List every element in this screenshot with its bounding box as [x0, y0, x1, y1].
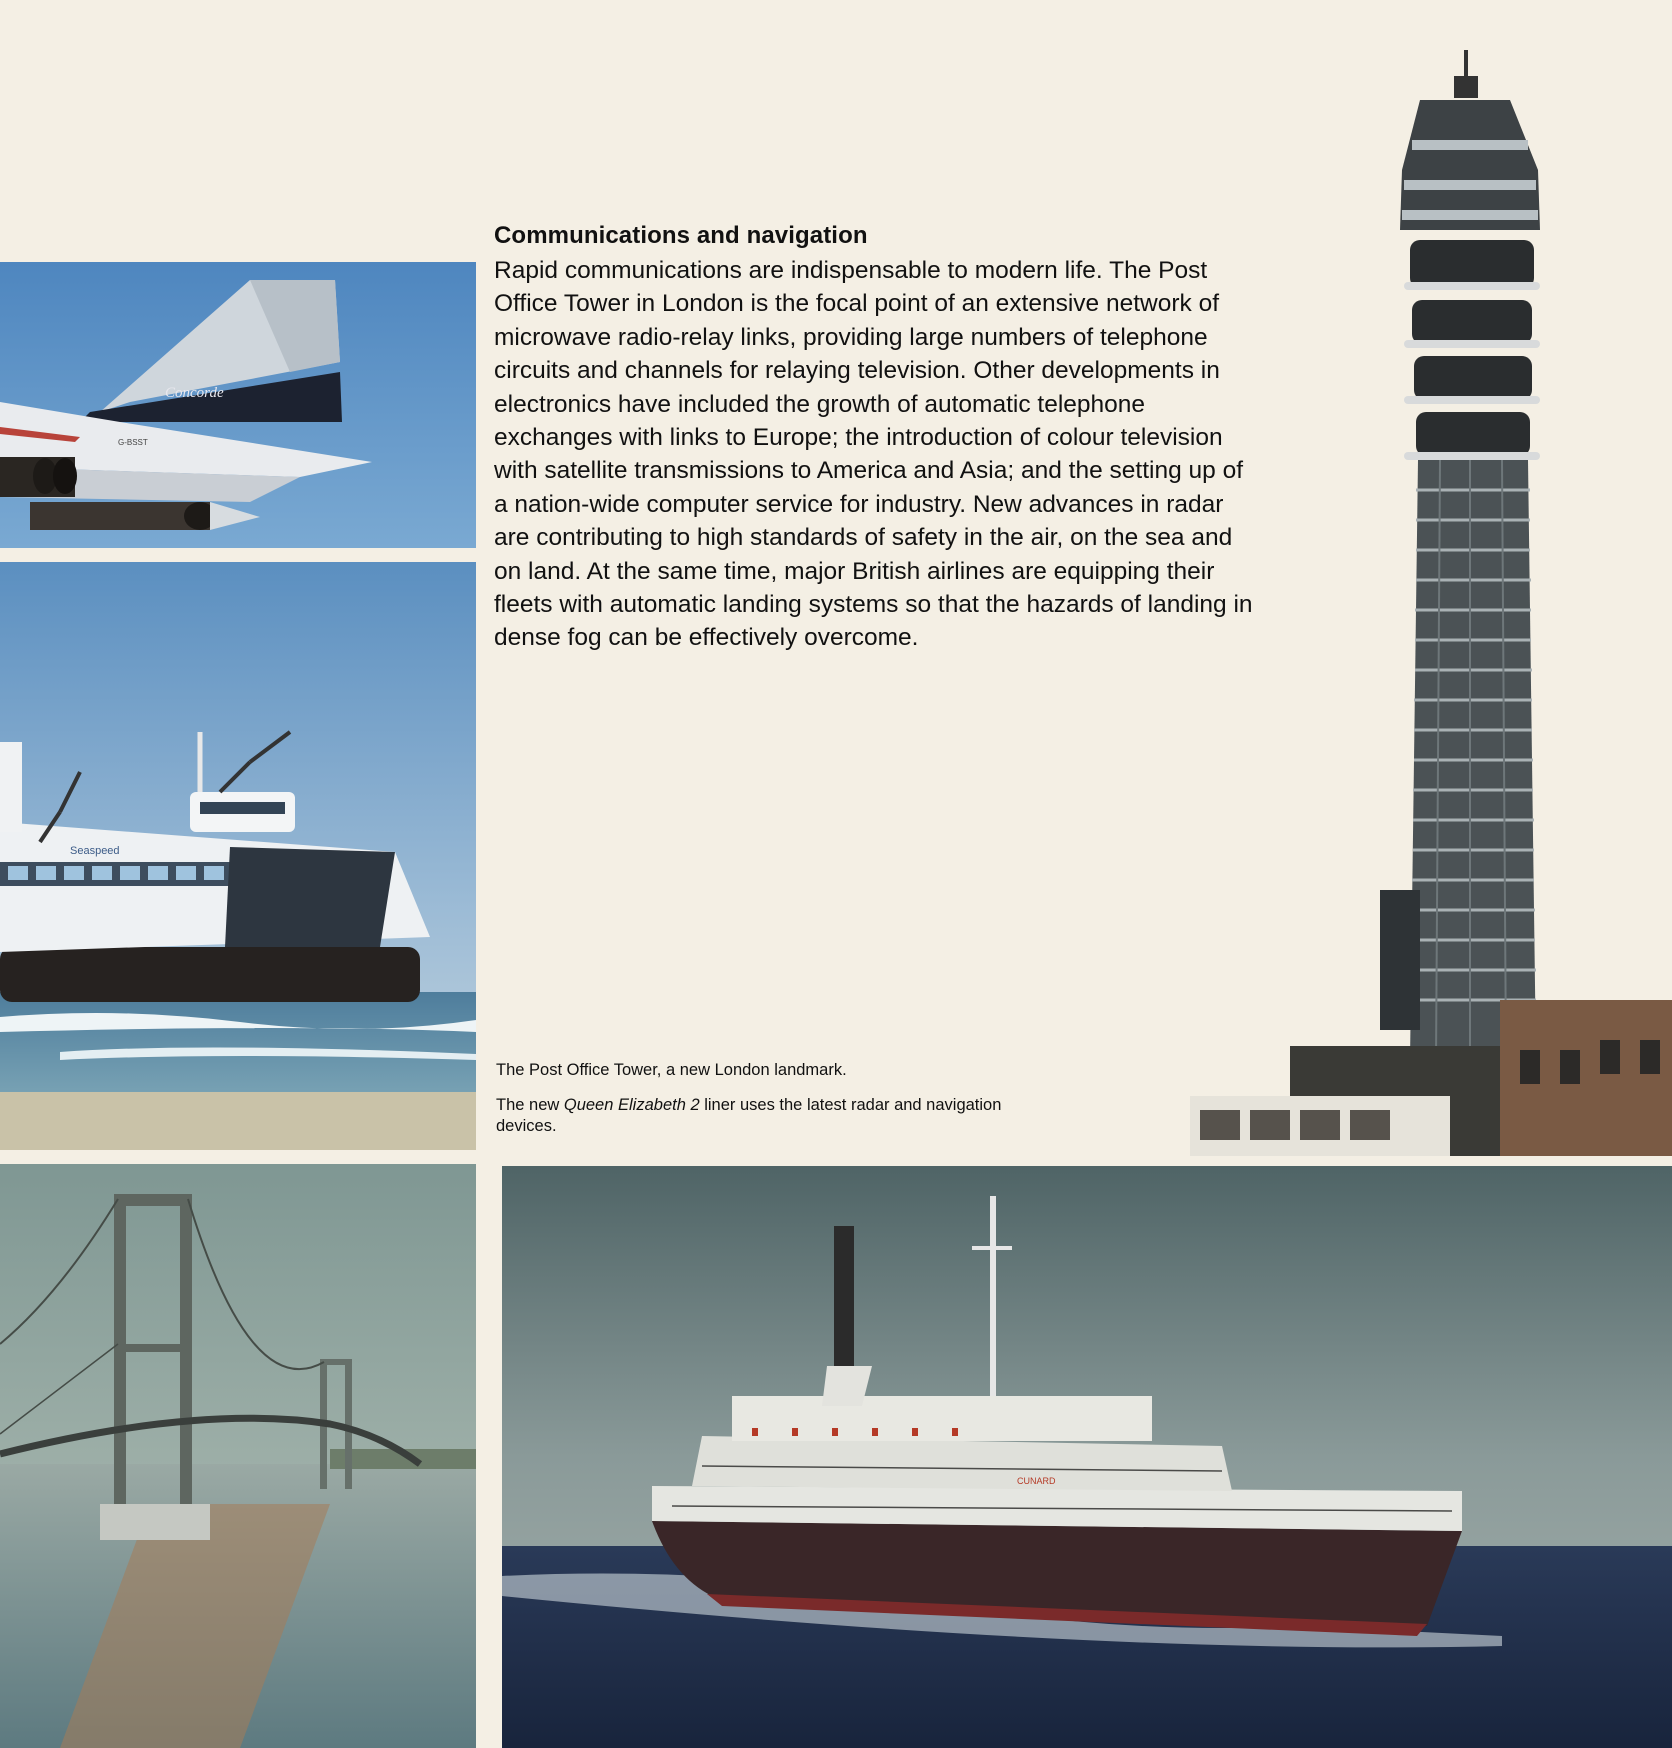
article	[494, 222, 1254, 655]
hovercraft-livery-text: Seaspeed	[70, 845, 120, 857]
hovercraft-photo	[0, 562, 476, 1150]
queen-elizabeth-2-photo	[502, 1166, 1672, 1748]
caption-tower: The Post Office Tower, a new London landmark.	[496, 1061, 847, 1079]
concorde-tail-text: Concorde	[165, 385, 224, 401]
caption-liner-suffix: liner uses the latest radar and navigation devices.	[496, 1096, 1002, 1135]
post-office-tower-photo	[1190, 50, 1672, 1156]
concorde-registration: G-BSST	[118, 438, 148, 447]
caption-liner	[496, 1095, 1056, 1137]
captions	[496, 1060, 1056, 1151]
article-body: Rapid communications are indispensable to modern life. The Post Office Tower in London is the focal point of an extensive network of microwave radio-relay links, providing large numbers of telephone circuits and channels for relaying television. Other developments in electronics have included the growth of automatic telephone exchanges with links to Europe; the introduction of colour television with satellite transmissions to America and Asia; and the setting up of a nation-wide computer service for industry. New advances in radar are contributing to high standards of safety in the air, on the sea and on land. At the same time, major British airlines are equipping their fleets with automatic landing systems so that the hazards of landing in dense fog can be effectively overcome.	[494, 257, 1253, 652]
concorde-photo	[0, 262, 476, 548]
bridge-photo	[0, 1164, 476, 1748]
article-heading: Communications and navigation	[494, 222, 868, 249]
liner-hull-text: CUNARD	[1017, 1476, 1056, 1486]
caption-liner-name: Queen Elizabeth 2	[563, 1096, 700, 1114]
caption-liner-prefix: The new	[496, 1096, 564, 1114]
